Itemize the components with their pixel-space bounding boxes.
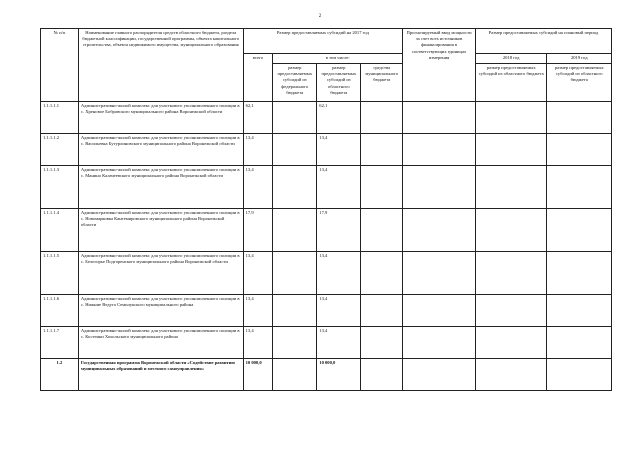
header-name: Наименование главного распорядителя средств областного бюджета, раздела бюджетной классификации, государственной программы, объекта капитального строительства, объекта недвижимого имущества, муниципального образования [78,29,243,102]
row-2018 [475,102,547,134]
row-2018 [475,252,547,295]
row-federal [273,209,317,252]
row-2018 [475,327,547,359]
header-planning: Размер предоставляемых субсидий на плановый период [475,29,611,54]
table-row [41,134,612,166]
header-total: всего [243,54,273,102]
row-num: 1.1.1.1.7 [41,327,79,359]
row-2018 [475,295,547,327]
row-federal [273,102,317,134]
row-federal [273,295,317,327]
row-federal [273,166,317,209]
row-total: 13,4 [243,327,273,359]
row-total: 13,4 [243,166,273,209]
header-municipal: средства муниципального бюджета [361,64,403,102]
row-federal [273,359,317,391]
row-municipal [361,252,403,295]
row-2019 [547,209,612,252]
header-num: № п/п [41,29,79,102]
header-capacity: Прогнозируемый ввод мощности за счет всех источников финансирования в соответствующих единицах измерения [403,29,476,102]
header-of-which: в том числе: [273,54,403,64]
header-regional-2018: размер предоставляемых субсидий из областного бюджета [475,64,547,102]
row-regional: 13,4 [317,134,361,166]
table-row [41,252,612,295]
row-regional: 13,4 [317,295,361,327]
row-capacity [403,209,476,252]
row-regional: 13,4 [317,166,361,209]
row-name: Административно-жилой комплекс для участкового уполномоченного полиции в с. Новомарковка Кантемировского муниципального района Воронежской области [78,209,243,252]
row-regional: 17,9 [317,209,361,252]
row-2019 [547,359,612,391]
header-federal: размер предоставляемых субсидий из федерального бюджета [273,64,317,102]
row-total: 17,9 [243,209,273,252]
row-municipal [361,359,403,391]
row-2019 [547,327,612,359]
table-row [41,327,612,359]
row-federal [273,327,317,359]
table-row [41,359,612,391]
row-num: 1.1.1.1.6 [41,295,79,327]
row-name: Государственная программа Воронежской области «Содействие развитию муниципальных образований и местного самоуправления» [78,359,243,391]
row-name: Административно-жилой комплекс для участкового уполномоченного полиции в с. Хреновое Бобровского муниципального района Воронежской области [78,102,243,134]
subsidies-table [40,28,612,391]
row-name: Административно-жилой комплекс для участкового уполномоченного полиции в с. Васильевка Бутурлиновского муниципального района Воронежской области [78,134,243,166]
row-capacity [403,359,476,391]
row-num: 1.1.1.1.5 [41,252,79,295]
table-row [41,209,612,252]
table-row [41,166,612,209]
row-capacity [403,166,476,209]
row-capacity [403,327,476,359]
header-regional-2019: размер предоставляемых субсидий из областного бюджета [547,64,612,102]
header-regional: размер предоставляемых субсидий из областного бюджета [317,64,361,102]
row-2019 [547,295,612,327]
row-municipal [361,295,403,327]
row-municipal [361,102,403,134]
row-municipal [361,327,403,359]
row-num: 1.1.1.1.2 [41,134,79,166]
row-2019 [547,166,612,209]
row-capacity [403,102,476,134]
row-regional: 62,1 [317,102,361,134]
row-num: 1.1.1.1.1 [41,102,79,134]
row-name: Административно-жилой комплекс для участкового уполномоченного полиции в с. Манино Калачеевского муниципального района Воронежской области [78,166,243,209]
row-2019 [547,252,612,295]
header-row-1 [41,29,612,54]
row-2019 [547,102,612,134]
row-total: 10 000,0 [243,359,273,391]
row-municipal [361,166,403,209]
row-capacity [403,295,476,327]
page-number: 2 [318,14,322,19]
row-name: Административно-жилой комплекс для участкового уполномоченного полиции в с. Нижние Ведуга Семилукского муниципального района [78,295,243,327]
row-municipal [361,134,403,166]
row-2018 [475,209,547,252]
row-num: 1.1.1.1.3 [41,166,79,209]
row-total: 13,4 [243,252,273,295]
row-num: 1.2 [41,359,79,391]
row-capacity [403,134,476,166]
row-regional: 13,4 [317,327,361,359]
row-total: 13,4 [243,134,273,166]
row-2018 [475,134,547,166]
table-row [41,295,612,327]
row-regional: 13,4 [317,252,361,295]
row-name: Административно-жилой комплекс для участкового уполномоченного полиции в с. Костенки Хохольского муниципального района [78,327,243,359]
row-federal [273,252,317,295]
row-capacity [403,252,476,295]
row-2019 [547,134,612,166]
header-2019: 2019 год [547,54,612,64]
row-2018 [475,359,547,391]
row-municipal [361,209,403,252]
row-regional: 10 000,0 [317,359,361,391]
row-total: 62,1 [243,102,273,134]
header-subsidies-2017: Размер предоставляемых субсидий на 2017 год [243,29,403,54]
row-federal [273,134,317,166]
header-2018: 2018 год [475,54,547,64]
table-row [41,102,612,134]
row-name: Административно-жилой комплекс для участкового уполномоченного полиции в с. Белогорье Подгоренского муниципального района Воронежской области [78,252,243,295]
row-total: 13,4 [243,295,273,327]
row-num: 1.1.1.1.4 [41,209,79,252]
row-2018 [475,166,547,209]
